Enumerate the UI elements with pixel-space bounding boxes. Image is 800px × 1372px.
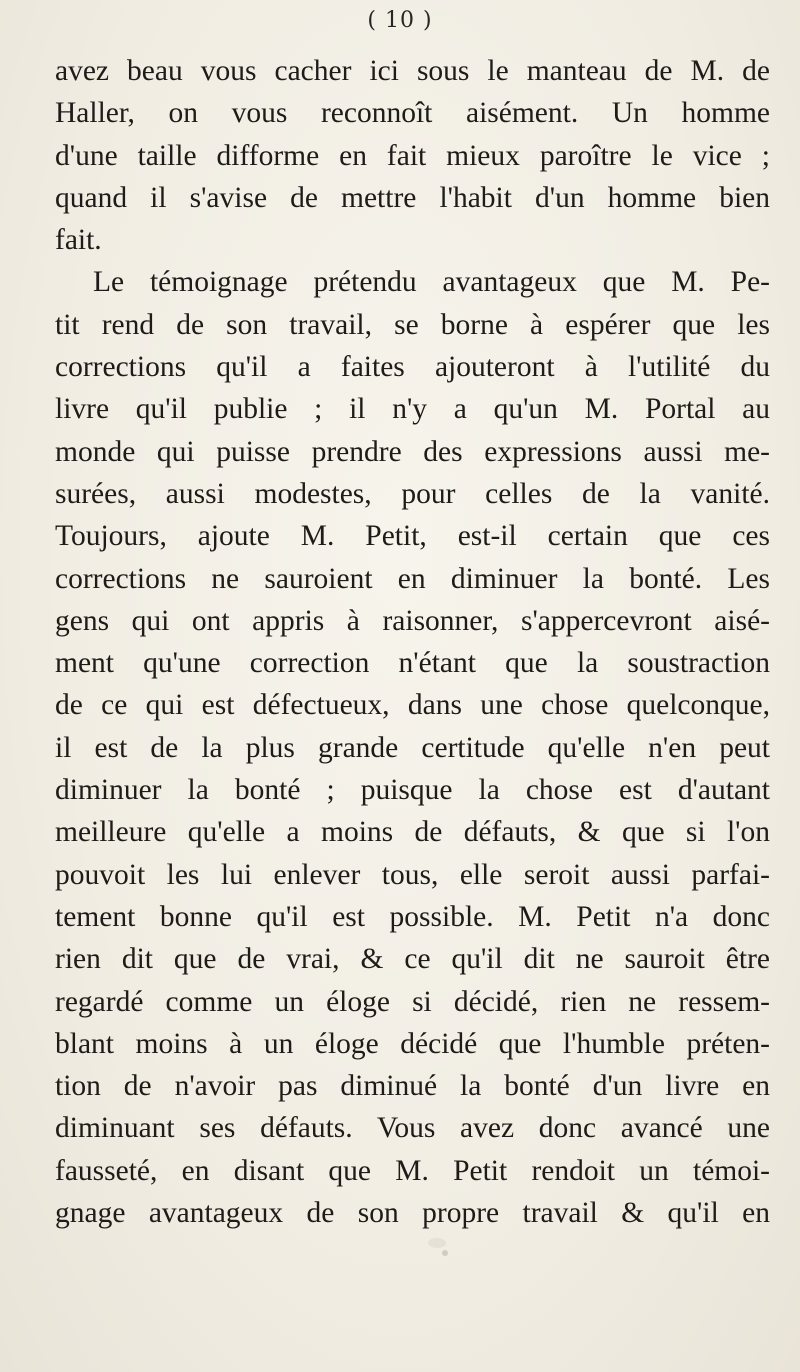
text-line: tion de n'avoir pas diminué la bonté d'un livre en [55, 1070, 770, 1103]
text-line: meilleure qu'elle a moins de défauts, & que si l'on [55, 816, 770, 849]
page-number: ( 10 ) [367, 8, 433, 33]
text-line: corrections ne sauroient en diminuer la bonté. Les [55, 562, 770, 595]
paper-stain [428, 1238, 446, 1248]
text-line: rien dit que de vrai, & ce qu'il dit ne sauroit être [55, 943, 770, 976]
paper-stain [442, 1250, 448, 1256]
text-line: tement bonne qu'il est possible. M. Petit n'a donc [55, 900, 770, 933]
text-line: surées, aussi modestes, pour celles de la vanité. [55, 477, 770, 510]
text-line: quand il s'avise de mettre l'habit d'un homme bien [55, 181, 770, 214]
text-line: livre qu'il publie ; il n'y a qu'un M. Portal au [55, 393, 770, 426]
paragraph-start-line: Le témoignage prétendu avantageux que M. Pe- [93, 266, 770, 299]
text-line: d'une taille difforme en fait mieux paroître le vice ; [55, 139, 770, 172]
text-line: diminuer la bonté ; puisque la chose est d'autant [55, 774, 770, 807]
text-line: corrections qu'il a faites ajouteront à l'utilité du [55, 351, 770, 384]
text-line: diminuant ses défauts. Vous avez donc avancé une [55, 1112, 770, 1145]
text-line: gnage avantageux de son propre travail & qu'il en [55, 1197, 770, 1230]
text-line: Toujours, ajoute M. Petit, est-il certain que ces [55, 520, 770, 553]
text-line: de ce qui est défectueux, dans une chose quelconque, [55, 689, 770, 722]
text-line: tit rend de son travail, se borne à espérer que les [55, 308, 770, 341]
text-line: ment qu'une correction n'étant que la soustraction [55, 647, 770, 680]
text-line: monde qui puisse prendre des expressions aussi me- [55, 435, 770, 468]
text-line: avez beau vous cacher ici sous le manteau de M. de [55, 55, 770, 87]
text-line: pouvoit les lui enlever tous, elle seroit aussi parfai- [55, 858, 770, 891]
text-line: Haller, on vous reconnoît aisément. Un homme [55, 97, 770, 130]
text-line: regardé comme un éloge si décidé, rien ne ressem- [55, 985, 770, 1018]
body-text [55, 50, 770, 1234]
text-line: blant moins à un éloge décidé que l'humble préten- [55, 1027, 770, 1060]
text-line: gens qui ont appris à raisonner, s'appercevront aisé- [55, 604, 770, 637]
text-line: fausseté, en disant que M. Petit rendoit un témoi- [55, 1154, 770, 1187]
text-line: fait. [55, 224, 102, 257]
text-line: il est de la plus grande certitude qu'elle n'en peut [55, 731, 770, 764]
